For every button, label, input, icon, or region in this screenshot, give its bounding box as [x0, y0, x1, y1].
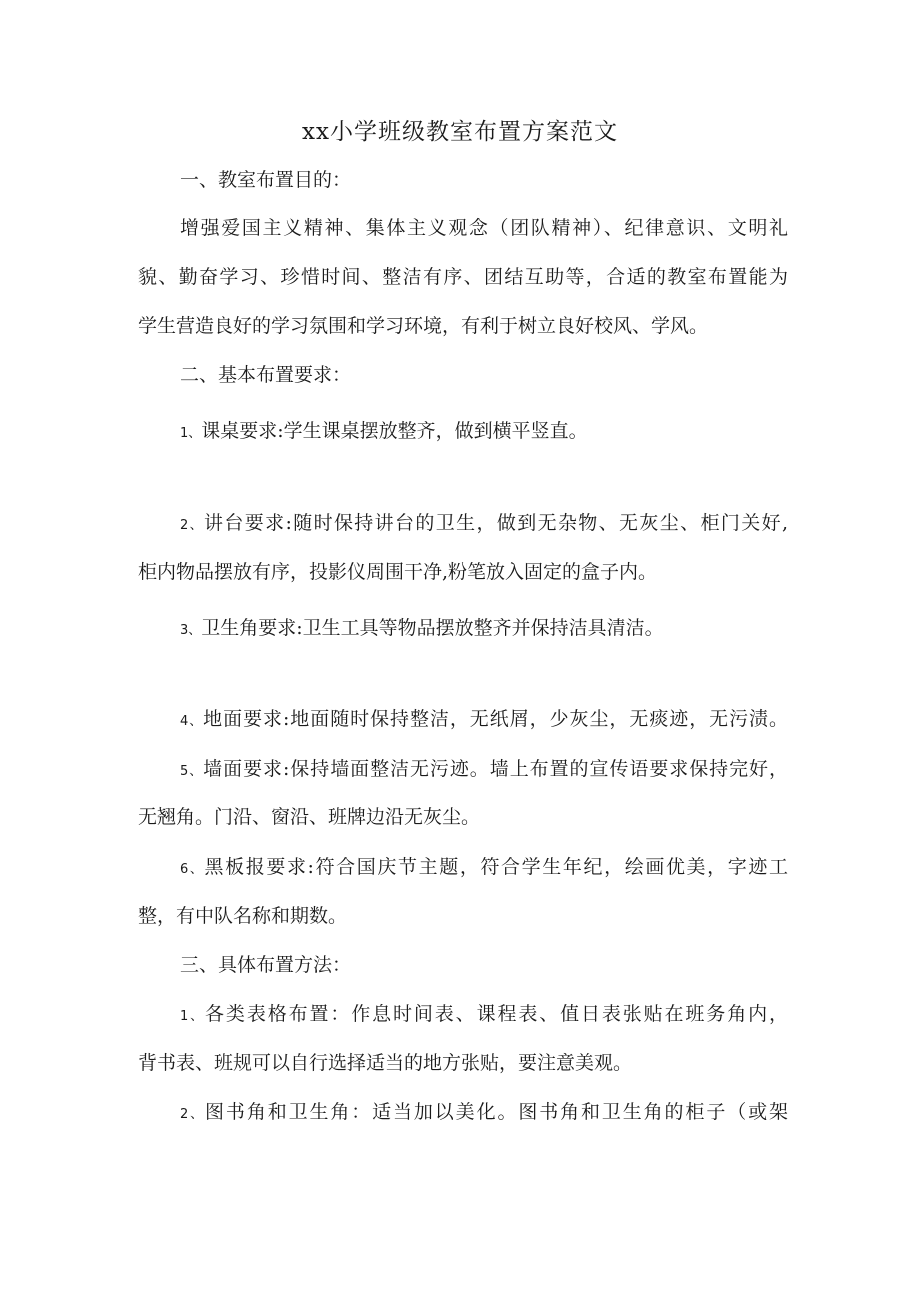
- list-item: [180, 1098, 788, 1129]
- section-heading-requirements: 二、基本布置要求：: [180, 364, 352, 386]
- list-item-text: 各类表格布置：作息时间表、课程表、值日表张贴在班务角内，: [205, 1003, 788, 1025]
- paragraph-line: 柜内物品摆放有序，投影仪周围干净,粉笔放入固定的盒子内。: [138, 561, 658, 583]
- section-heading-purpose: 一、教室布置目的：: [180, 169, 352, 191]
- list-item: [180, 509, 788, 540]
- list-item-text: 讲台要求:随时保持讲台的卫生，做到无杂物、无灰尘、柜门关好,: [204, 512, 788, 534]
- list-item: [180, 614, 788, 645]
- list-item: [180, 853, 788, 884]
- paragraph-line: 学生营造良好的学习氛围和学习环境，有利于树立良好校风、学风。: [138, 315, 709, 337]
- list-item-text: 课桌要求:学生课桌摆放整齐，做到横平竖直。: [201, 420, 588, 442]
- paragraph-line: 增强爱国主义精神、集体主义观念（团队精神）、纪律意识、文明礼: [180, 217, 788, 239]
- list-number: 1、: [180, 426, 202, 441]
- list-item: [180, 755, 788, 786]
- list-item: [180, 417, 788, 448]
- list-number: 4、: [180, 714, 204, 729]
- list-number: 5、: [180, 764, 204, 779]
- paragraph-line: 背书表、班规可以自行选择适当的地方张贴，要注意美观。: [138, 1052, 633, 1074]
- paragraph-line: 无翘角。门沿、窗沿、班牌边沿无灰尘。: [138, 806, 481, 828]
- list-item-text: 地面要求:地面随时保持整洁，无纸屑，少灰尘，无痰迹，无污渍。: [203, 708, 788, 730]
- list-number: 2、: [180, 1107, 206, 1122]
- list-number: 1、: [180, 1009, 206, 1024]
- list-item-text: 黑板报要求:符合国庆节主题，符合学生年纪，绘画优美，字迹工: [204, 856, 788, 878]
- list-item: [180, 705, 788, 736]
- list-item-text: 卫生角要求:卫生工具等物品摆放整齐并保持洁具清洁。: [201, 617, 664, 639]
- paragraph-line: 整，有中队名称和期数。: [138, 905, 348, 927]
- list-number: 6、: [180, 862, 205, 877]
- list-number: 3、: [180, 623, 202, 638]
- paragraph-line: 貌、勤奋学习、珍惜时间、整洁有序、团结互助等，合适的教室布置能为: [138, 266, 788, 288]
- list-item-text: 墙面要求:保持墙面整洁无污迹。墙上布置的宣传语要求保持完好，: [203, 758, 788, 780]
- section-heading-methods: 三、具体布置方法：: [180, 954, 352, 976]
- list-number: 2、: [180, 518, 204, 533]
- list-item-text: 图书角和卫生角：适当加以美化。图书角和卫生角的柜子（或架: [205, 1101, 788, 1123]
- list-item: [180, 1000, 788, 1031]
- document-title: xx小学班级教室布置方案范文: [302, 119, 618, 145]
